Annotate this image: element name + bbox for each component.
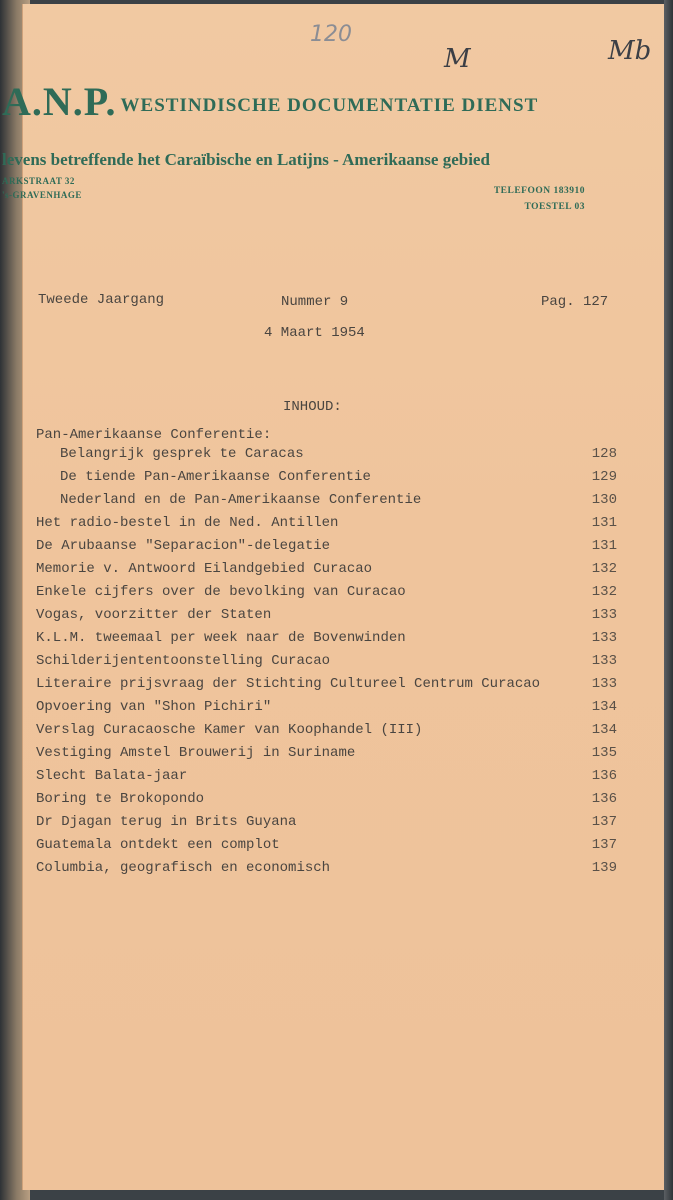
toc-item-page: 136 <box>591 791 617 807</box>
toc-item-title: Nederland en de Pan-Amerikaanse Conferentie <box>60 492 422 508</box>
letterhead-subtitle: levens betreffende het Caraïbische en Latijns - Amerikaanse gebied <box>2 150 490 169</box>
toc-item-page: 133 <box>591 653 617 669</box>
toc-item-title: Schilderijententoonstelling Curacao <box>36 653 331 669</box>
pencil-page-number: 120 <box>310 22 352 47</box>
toc-item-page: 133 <box>591 607 617 623</box>
toc-item-page: 137 <box>591 837 617 853</box>
toc-item-title: Boring te Brokopondo <box>36 791 205 807</box>
toc-item-title: Dr Djagan terug in Brits Guyana <box>36 814 297 830</box>
toc-item <box>0 837 673 859</box>
toc-item-page: 134 <box>591 722 617 738</box>
toc-item <box>0 515 673 537</box>
toc-item <box>0 814 673 836</box>
toc-item-page: 133 <box>591 630 617 646</box>
toc-item <box>0 699 673 721</box>
toc-item <box>0 492 673 514</box>
toc-item-page: 132 <box>591 584 617 600</box>
toc-item <box>0 538 673 560</box>
anp-logo: A.N.P. <box>2 79 117 124</box>
toc-item-page: 132 <box>591 561 617 577</box>
toc-item-title: De tiende Pan-Amerikaanse Conferentie <box>60 469 371 485</box>
toc-item-title: Vestiging Amstel Brouwerij in Suriname <box>36 745 356 761</box>
issue-number: Nummer 9 <box>281 294 349 310</box>
issue-date: 4 Maart 1954 <box>264 325 365 341</box>
toc-item-page: 131 <box>591 538 617 554</box>
toc-item <box>0 561 673 583</box>
contents-title: INHOUD: <box>283 399 342 415</box>
toc-item-title: Het radio-bestel in de Ned. Antillen <box>36 515 339 531</box>
toc-item <box>0 446 673 468</box>
toc-item <box>0 860 673 882</box>
phone-number: TELEFOON 183910 <box>493 186 585 196</box>
toc-item-title: Columbia, geografisch en economisch <box>36 860 331 876</box>
service-name: WESTINDISCHE DOCUMENTATIE DIENST <box>120 95 539 116</box>
toc-item-page: 139 <box>591 860 617 876</box>
toc-item-page: 128 <box>591 446 617 462</box>
toc-item <box>0 768 673 790</box>
address-city: 's-GRAVENHAGE <box>2 190 82 200</box>
letterhead-title <box>2 78 538 125</box>
toc-item-page: 135 <box>591 745 617 761</box>
toc-item <box>0 630 673 652</box>
toc-item-title: Verslag Curacaosche Kamer van Koophandel (III) <box>36 722 423 738</box>
toc-item-title: Memorie v. Antwoord Eilandgebied Curacao <box>36 561 373 577</box>
toc-item <box>0 653 673 675</box>
contents-section-heading: Pan-Amerikaanse Conferentie: <box>36 427 272 443</box>
toc-item-page: 131 <box>591 515 617 531</box>
toc-item-title: Vogas, voorzitter der Staten <box>36 607 272 623</box>
toc-item-page: 136 <box>591 768 617 784</box>
toc-item-title: Belangrijk gesprek te Caracas <box>60 446 304 462</box>
volume-label: Tweede Jaargang <box>38 292 165 308</box>
toc-item-title: Literaire prijsvraag der Stichting Cultureel Centrum Curacao <box>36 676 541 692</box>
toc-item-title: Enkele cijfers over de bevolking van Curacao <box>36 584 406 600</box>
ink-mark-m: M <box>444 44 471 74</box>
toc-item-title: Guatemala ontdekt een complot <box>36 837 280 853</box>
toc-item <box>0 722 673 744</box>
page-number: Pag. 127 <box>541 294 609 310</box>
ink-mark-signature: Mb <box>608 36 652 66</box>
toc-item-title: Slecht Balata-jaar <box>36 768 188 784</box>
toc-item <box>0 469 673 491</box>
toc-item-title: De Arubaanse "Separacion"-delegatie <box>36 538 331 554</box>
phone-extension: TOESTEL 03 <box>524 202 585 212</box>
toc-item <box>0 745 673 767</box>
toc-item <box>0 676 673 698</box>
toc-item-page: 130 <box>591 492 617 508</box>
toc-item-page: 134 <box>591 699 617 715</box>
toc-item-page: 137 <box>591 814 617 830</box>
toc-item <box>0 584 673 606</box>
toc-item-page: 129 <box>591 469 617 485</box>
toc-item-title: K.L.M. tweemaal per week naar de Bovenwinden <box>36 630 406 646</box>
address-street: ARKSTRAAT 32 <box>2 176 75 186</box>
toc-item <box>0 607 673 629</box>
toc-item-title: Opvoering van "Shon Pichiri" <box>36 699 272 715</box>
toc-item-page: 133 <box>591 676 617 692</box>
toc-item <box>0 791 673 813</box>
